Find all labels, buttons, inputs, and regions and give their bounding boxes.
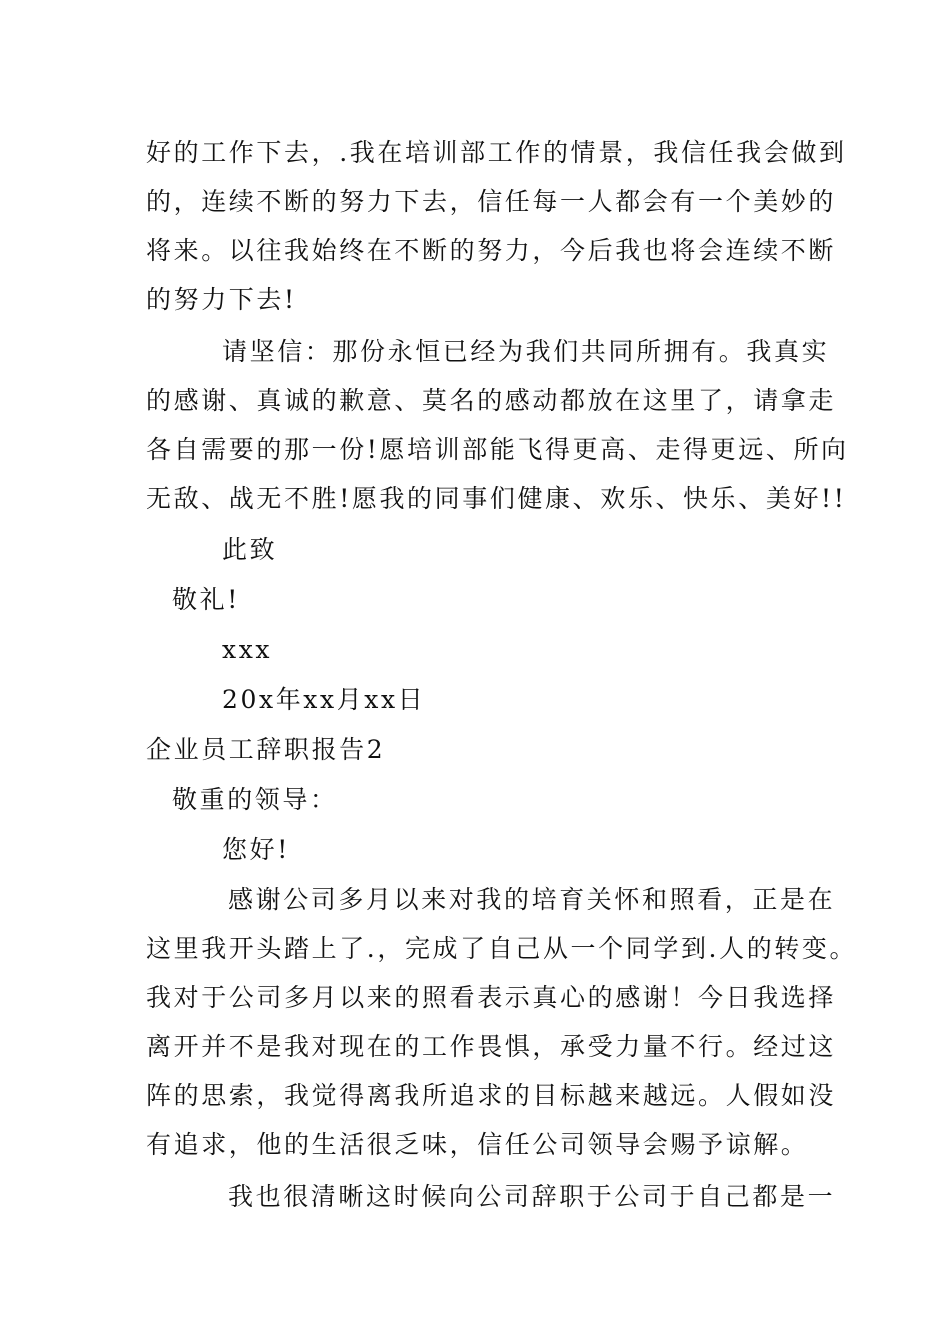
- section-title: 企业员工辞职报告2: [146, 735, 386, 764]
- paragraph-line: 的感谢、真诚的歉意、莫名的感动都放在这里了，请拿走: [146, 386, 837, 415]
- paragraph-line: 将来。以往我始终在不断的努力，今后我也将会连续不断: [146, 236, 837, 265]
- closing-regards: 敬礼!: [172, 585, 240, 614]
- paragraph-line: 的，连续不断的努力下去，信任每一人都会有一个美妙的: [146, 187, 837, 216]
- paragraph-line: 请坚信：那份永恒已经为我们共同所拥有。我真实: [222, 337, 830, 366]
- closing-salutation: 此致: [222, 535, 278, 564]
- greeting-line: 您好!: [222, 835, 290, 864]
- paragraph-line: 好的工作下去，.我在培训部工作的情景，我信任我会做到: [146, 138, 847, 167]
- paragraph-line: 阵的思索，我觉得离我所追求的目标越来越远。人假如没: [146, 1081, 837, 1110]
- signature-date: 20x年xx月xx日: [222, 685, 426, 714]
- greeting-line: 敬重的领导：: [172, 785, 338, 814]
- paragraph-line: 无敌、战无不胜!愿我的同事们健康、欢乐、快乐、美好!!: [146, 484, 847, 513]
- paragraph-line: 我也很清晰这时候向公司辞职于公司于自己都是一: [228, 1182, 836, 1211]
- paragraph-line: 有追求，他的生活很乏味，信任公司领导会赐予谅解。: [146, 1130, 809, 1159]
- paragraph-line: 感谢公司多月以来对我的培育关怀和照看，正是在: [228, 885, 836, 914]
- paragraph-line: 的努力下去!: [146, 285, 297, 314]
- paragraph-line: 各自需要的那一份!愿培训部能飞得更高、走得更远、所向: [146, 435, 849, 464]
- signature-name: xxx: [222, 635, 273, 664]
- paragraph-line: 我对于公司多月以来的照看表示真心的感谢！今日我选择: [146, 983, 837, 1012]
- paragraph-line: 离开并不是我对现在的工作畏惧，承受力量不行。经过这: [146, 1032, 837, 1061]
- paragraph-line: 这里我开头踏上了.，完成了自己从一个同学到.人的转变。: [146, 934, 858, 963]
